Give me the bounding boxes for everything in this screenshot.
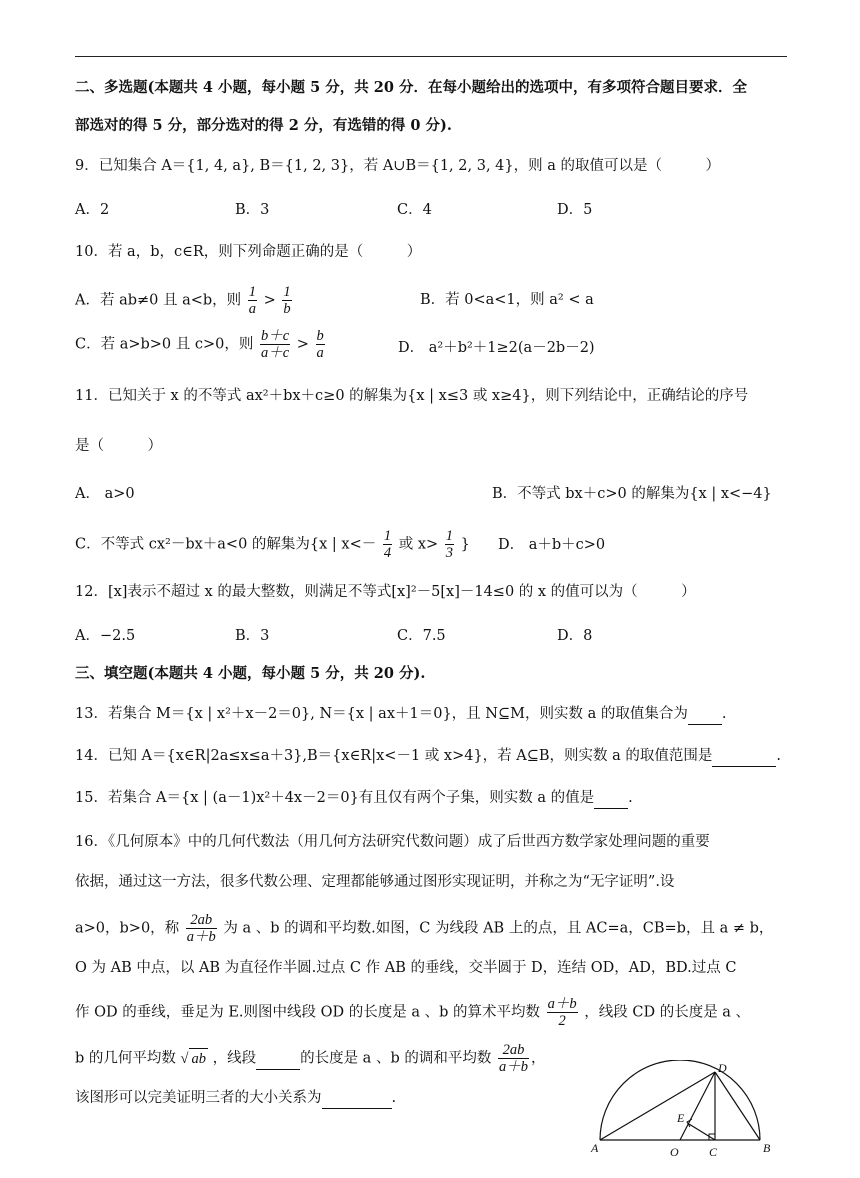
q12-stem: 12．[x]表示不超过 x 的最大整数，则满足不等式[x]²－5[x]－14≤0 的 x 的值可以为（ ） [75,584,696,600]
q11-option-c-fraction-1: $\frac{1}{4}$ [383,528,392,561]
q14-text: 14．已知 A＝{x∈R|2a≤x≤a＋3},B＝{x∈R|x<－1 或 x>4}，若 A⊆B，则实数 a 的取值范围是 [75,748,713,764]
label-d: D [718,1061,727,1075]
q16-harmonic-mean-fraction: $\frac{2ab}{a+b}$ [186,912,216,945]
q15-answer-blank[interactable] [594,788,628,809]
q16-line1: 16．《几何原本》中的几何代数法（用几何方法研究代数问题）成了后世西方数学家处理问题的重要 [75,834,710,850]
q11-stem-line2: 是（ ） [75,438,162,454]
q10-option-a [75,284,294,317]
q9-option-a: A．2 [75,202,110,218]
q15-text: 15．若集合 A＝{x | (a－1)x²＋4x－2＝0}有且仅有两个子集，则实数 a 的值是 [75,790,595,806]
semicircle-figure [585,1060,780,1160]
q16-arithmetic-mean-fraction: $\frac{a+b}{2}$ [547,996,577,1029]
q11-option-a: A． a>0 [75,486,135,502]
q16-line5-pre: 作 OD 的垂线，垂足为 E.则图中线段 OD 的长度是 a 、b 的算术平均数 [75,1004,541,1021]
q9-stem: 9．已知集合 A＝{1, 4, a}, B＝{1, 2, 3}，若 A∪B＝{1, 2, 3, 4}，则 a 的取值可以是（ ） [75,158,720,174]
semicircle-arc [600,1060,760,1140]
q13-text: 13．若集合 M＝{x | x²＋x－2＝0}, N＝{x | ax＋1＝0}，且 N⊆M，则实数 a 的取值集合为 [75,706,688,722]
q15-period: . [628,790,633,806]
q14-answer-blank[interactable] [712,746,776,767]
label-o: O [670,1145,679,1159]
q10-option-d: D． a²＋b²＋1≥2(a－2b－2) [398,340,595,356]
q11-option-c-fraction-2: $\frac{1}{3}$ [445,528,454,561]
q16-line6-mid: ，线段 [212,1050,257,1067]
q12-option-c: C．7.5 [397,628,446,644]
q13-period: . [721,706,727,722]
q14-period: . [776,748,782,764]
q10-option-c-text: C．若 a>b>0 且 c>0，则 [75,336,254,353]
q10-option-a-text: A．若 ab≠0 且 a<b，则 [75,292,242,309]
section3-heading: 三、填空题(本题共 4 小题，每小题 5 分，共 20 分). [75,665,426,682]
section2-heading-line1: 二、多选题(本题共 4 小题，每小题 5 分，共 20 分．在每小题给出的选项中，有多项符合题目要求．全 [75,79,748,96]
q10-option-c [75,328,327,361]
q12-option-d: D．8 [557,628,593,644]
q11-option-b: B．不等式 bx＋c>0 的解集为{x | x<−4} [492,486,772,502]
q13-answer-blank[interactable] [688,704,722,725]
q10-stem: 10．若 a，b，c∈R，则下列命题正确的是（ ） [75,244,422,260]
segment-bd [715,1072,760,1140]
segment-ce [689,1124,715,1140]
q16-line3 [75,912,787,945]
q16-line6-pre: b 的几何平均数 [75,1050,176,1067]
q16-line3-pre: a>0，b>0，称 [75,920,180,937]
q16-answer-blank-1[interactable] [256,1049,300,1070]
q11-stem-line1: 11．已知关于 x 的不等式 ax²＋bx＋c≥0 的解集为{x | x≤3 或 x≥4}，则下列结论中，正确结论的序号 [75,388,749,404]
label-e: E [677,1111,685,1125]
q16-line4: O 为 AB 中点，以 AB 为直径作半圆.过点 C 作 AB 的垂线，交半圆于 D，连结 OD，AD，BD.过点 C [75,960,737,976]
top-rule [75,56,787,57]
q16-line7-text: 该图形可以完美证明三者的大小关系为 [75,1090,322,1106]
q12-option-a: A．−2.5 [75,628,136,644]
q11-option-c-close: } [460,536,470,553]
q11-option-c-text: C．不等式 cx²－bx＋a<0 的解集为{x | x<－ [75,536,377,553]
q15-stem [75,788,787,809]
q10-option-a-fraction-1: $\frac{1}{a}$ [248,284,257,317]
q16-line5-post: ，线段 CD 的长度是 a 、 [584,1004,751,1021]
q16-line6-end: ， [530,1050,546,1067]
q9-option-d: D．5 [557,202,593,218]
section2-heading-line2: 部选对的得 5 分，部分选对的得 2 分，有选错的得 0 分). [75,117,452,134]
q16-line5 [75,996,787,1029]
q10-option-a-gt: > [263,292,276,309]
label-b: B [763,1141,771,1155]
q16-line2: 依据，通过这一方法，很多代数公理、定理都能够通过图形实现证明，并称之为“无字证明”.设 [75,874,675,890]
q14-stem [75,746,787,767]
q11-option-c [75,528,470,561]
label-c: C [709,1145,718,1159]
q9-option-b: B．3 [235,202,270,218]
q10-option-b: B．若 0<a<1，则 a² < a [420,292,594,308]
q9-option-c: C．4 [397,202,432,218]
q16-sqrt: √ ab [181,1051,208,1067]
q16-answer-blank-2[interactable] [322,1088,392,1109]
q11-option-d: D． a＋b＋c>0 [498,537,606,553]
q11-option-c-mid: 或 x> [398,536,439,553]
label-a: A [591,1141,599,1155]
q16-line7-period: . [391,1090,397,1106]
q10-option-c-gt: > [296,336,309,353]
q16-line6-post: 的长度是 a 、b 的调和平均数 [300,1050,492,1067]
q10-option-a-fraction-2: $\frac{1}{b}$ [283,284,291,317]
q10-option-c-fraction-1: $\frac{b+c}{a+c}$ [260,328,290,361]
q16-harmonic-mean-fraction-2: $\frac{2ab}{a+b}$ [498,1042,528,1075]
q10-option-c-fraction-2: $\frac{b}{a}$ [316,328,324,361]
q16-line3-post: 为 a 、b 的调和平均数.如图，C 为线段 AB 上的点，且 AC=a，CB=b，且 a ≠ b， [223,920,774,937]
q13-stem [75,704,787,725]
q12-option-b: B．3 [235,628,270,644]
